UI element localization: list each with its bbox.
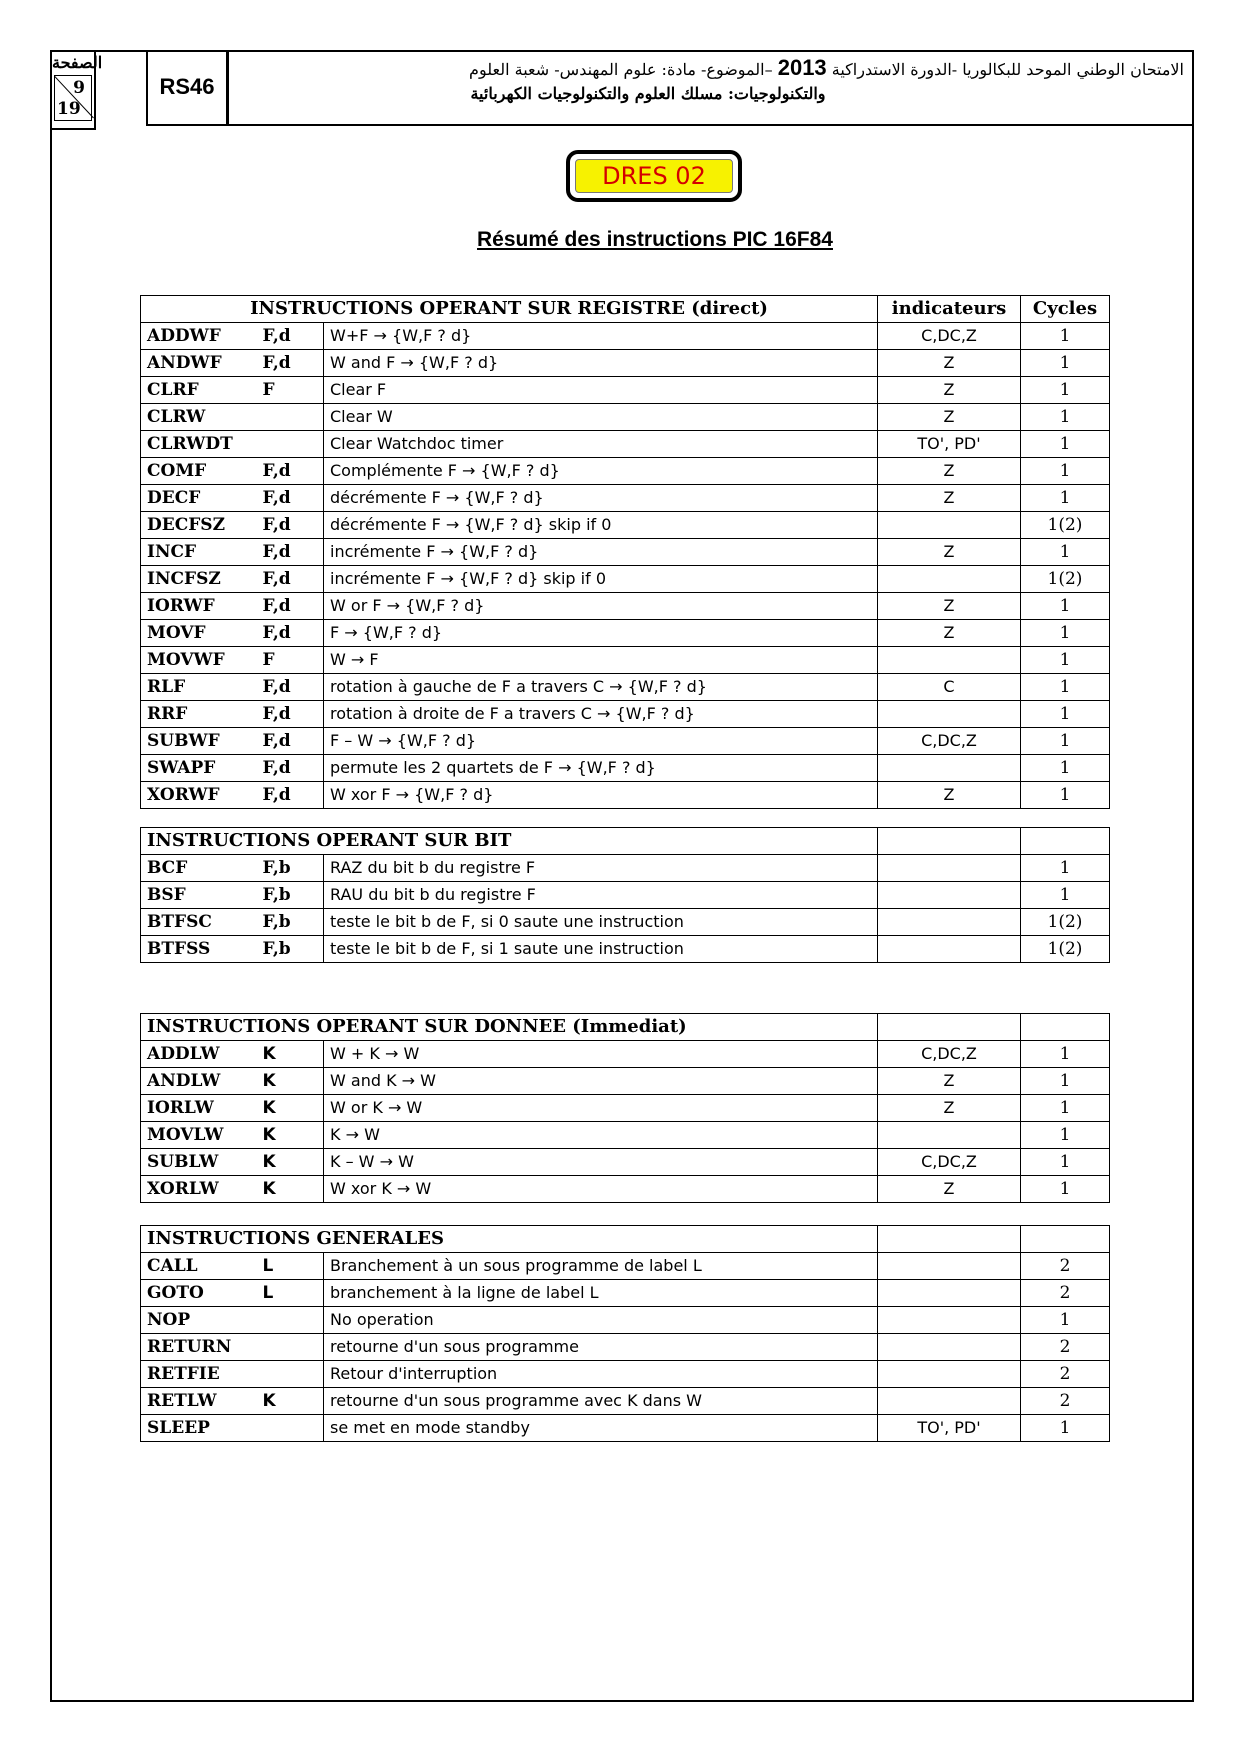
instruction-flags [878,882,1021,909]
instruction-operands: F,d [263,701,324,728]
instruction-mnemonic: INCFSZ [141,566,263,593]
instruction-mnemonic: RETLW [141,1388,263,1415]
instruction-cycles: 2 [1021,1361,1110,1388]
instruction-mnemonic: MOVWF [141,647,263,674]
table-heading: INSTRUCTIONS OPERANT SUR BIT [141,828,878,855]
table-row [141,755,1110,782]
instruction-operands: L [263,1253,324,1280]
instruction-mnemonic: MOVF [141,620,263,647]
instruction-operands: F,d [263,512,324,539]
instruction-operands: F,b [263,855,324,882]
instruction-operands: F [263,647,324,674]
instruction-description: incrémente F → {W,F ? d} [324,539,878,566]
table-row [141,1361,1110,1388]
instruction-cycles: 1 [1021,431,1110,458]
table-row [141,512,1110,539]
table-row [141,1095,1110,1122]
table-row [141,1041,1110,1068]
table-row [141,1068,1110,1095]
table-body [141,855,1110,963]
instruction-description: branchement à la ligne de label L [324,1280,878,1307]
instruction-cycles: 1(2) [1021,512,1110,539]
table-row [141,350,1110,377]
instruction-mnemonic: BTFSS [141,936,263,963]
instruction-mnemonic: BSF [141,882,263,909]
table-body [141,1253,1110,1442]
instruction-description: W or F → {W,F ? d} [324,593,878,620]
instruction-cycles: 1 [1021,855,1110,882]
table-row [141,882,1110,909]
table-row [141,1388,1110,1415]
instruction-operands: F,d [263,593,324,620]
instruction-operands: K [263,1149,324,1176]
instruction-flags [878,1334,1021,1361]
table-row [141,936,1110,963]
instruction-cycles: 1 [1021,485,1110,512]
instruction-description: W and F → {W,F ? d} [324,350,878,377]
instruction-flags [878,1253,1021,1280]
instruction-description: se met en mode standby [324,1415,878,1442]
instruction-cycles: 1(2) [1021,909,1110,936]
table-row [141,377,1110,404]
instruction-mnemonic: ADDLW [141,1041,263,1068]
instruction-flags: C,DC,Z [878,1149,1021,1176]
instruction-flags [878,701,1021,728]
instruction-operands: F [263,377,324,404]
instruction-cycles: 1 [1021,1041,1110,1068]
instruction-cycles: 1 [1021,1122,1110,1149]
page-number-box [50,50,103,130]
instruction-description: F → {W,F ? d} [324,620,878,647]
instruction-flags: C,DC,Z [878,1041,1021,1068]
instruction-cycles: 1 [1021,1176,1110,1203]
instruction-flags: C,DC,Z [878,728,1021,755]
column-flags-header: indicateurs [878,296,1021,323]
instruction-operands: F,b [263,882,324,909]
instruction-cycles: 1 [1021,782,1110,809]
page-current: 9 [73,78,85,98]
table-register-instructions [140,295,1110,809]
instruction-cycles: 1 [1021,882,1110,909]
instruction-operands: F,d [263,566,324,593]
instruction-operands [263,1361,324,1388]
instruction-flags: Z [878,593,1021,620]
instruction-description: Retour d'interruption [324,1361,878,1388]
instruction-flags: Z [878,1068,1021,1095]
instruction-description: rotation à gauche de F a travers C → {W,F ? d} [324,674,878,701]
empty-header-cell [878,828,1021,855]
table-row [141,855,1110,882]
table-header-row [141,828,1110,855]
instruction-cycles: 1 [1021,593,1110,620]
instruction-cycles: 1 [1021,323,1110,350]
instruction-cycles: 1 [1021,539,1110,566]
instruction-mnemonic: IORWF [141,593,263,620]
instruction-flags: Z [878,1095,1021,1122]
instruction-mnemonic: ADDWF [141,323,263,350]
instruction-mnemonic: RRF [141,701,263,728]
instruction-description: teste le bit b de F, si 0 saute une instruction [324,909,878,936]
instruction-operands: K [263,1068,324,1095]
page-fraction [54,75,92,121]
instruction-flags [878,1388,1021,1415]
instruction-description: incrémente F → {W,F ? d} skip if 0 [324,566,878,593]
table-row [141,593,1110,620]
instruction-description: rotation à droite de F a travers C → {W,F ? d} [324,701,878,728]
table-row [141,1149,1110,1176]
instruction-mnemonic: IORLW [141,1095,263,1122]
table-header-row [141,1014,1110,1041]
instruction-cycles: 2 [1021,1253,1110,1280]
instruction-operands: K [263,1388,324,1415]
instruction-mnemonic: RLF [141,674,263,701]
instruction-cycles: 1 [1021,1415,1110,1442]
table-general-instructions [140,1225,1110,1442]
instruction-flags [878,755,1021,782]
instruction-cycles: 1 [1021,1095,1110,1122]
instruction-mnemonic: XORWF [141,782,263,809]
empty-header-cell [878,1226,1021,1253]
instruction-cycles: 1 [1021,404,1110,431]
table-row [141,1307,1110,1334]
instruction-description: décrémente F → {W,F ? d} skip if 0 [324,512,878,539]
instruction-flags: Z [878,485,1021,512]
table-row [141,728,1110,755]
instruction-mnemonic: RETFIE [141,1361,263,1388]
instruction-mnemonic: BCF [141,855,263,882]
instruction-description: K – W → W [324,1149,878,1176]
table-row [141,1253,1110,1280]
instruction-cycles: 1 [1021,620,1110,647]
instruction-description: teste le bit b de F, si 1 saute une instruction [324,936,878,963]
table-body [141,323,1110,809]
table-row [141,782,1110,809]
instruction-flags: Z [878,539,1021,566]
instruction-flags: Z [878,620,1021,647]
table-row [141,1415,1110,1442]
instruction-description: F – W → {W,F ? d} [324,728,878,755]
instruction-cycles: 1 [1021,377,1110,404]
instruction-operands [263,1415,324,1442]
instruction-operands: F,d [263,782,324,809]
instruction-mnemonic: CLRW [141,404,263,431]
table-row [141,485,1110,512]
table-row [141,620,1110,647]
header-divider [227,50,229,126]
instruction-flags [878,855,1021,882]
instruction-mnemonic: ANDLW [141,1068,263,1095]
instruction-mnemonic: SUBWF [141,728,263,755]
header-line-2: والتكنولوجيات: مسلك العلوم والتكنولوجيات الكهربائية [470,84,826,103]
table-heading: INSTRUCTIONS OPERANT SUR DONNEE (Immediat) [141,1014,878,1041]
instruction-mnemonic: XORLW [141,1176,263,1203]
table-row [141,539,1110,566]
instruction-operands [263,431,324,458]
instruction-mnemonic: NOP [141,1307,263,1334]
instruction-operands [263,404,324,431]
instruction-description: W + K → W [324,1041,878,1068]
instruction-mnemonic: CLRF [141,377,263,404]
instruction-cycles: 1 [1021,701,1110,728]
instruction-operands: L [263,1280,324,1307]
instruction-flags: TO', PD' [878,1415,1021,1442]
instruction-description: No operation [324,1307,878,1334]
table-row [141,647,1110,674]
instruction-mnemonic: SLEEP [141,1415,263,1442]
instruction-description: retourne d'un sous programme [324,1334,878,1361]
instruction-cycles: 1 [1021,350,1110,377]
instruction-flags [878,647,1021,674]
instruction-operands: K [263,1176,324,1203]
instruction-cycles: 1 [1021,755,1110,782]
empty-header-cell [1021,1226,1110,1253]
instruction-operands: F,d [263,755,324,782]
table-header-row [141,296,1110,323]
instruction-operands: F,d [263,323,324,350]
instruction-operands: F,d [263,728,324,755]
instruction-mnemonic: SUBLW [141,1149,263,1176]
instruction-operands: K [263,1122,324,1149]
table-header-row [141,1226,1110,1253]
instruction-flags: Z [878,404,1021,431]
instruction-description: W xor K → W [324,1176,878,1203]
instruction-operands: F,d [263,620,324,647]
instruction-mnemonic: COMF [141,458,263,485]
instruction-description: Complémente F → {W,F ? d} [324,458,878,485]
instruction-operands: K [263,1041,324,1068]
instruction-operands: F,d [263,539,324,566]
page-title: Résumé des instructions PIC 16F84 [477,228,833,251]
instruction-flags: C [878,674,1021,701]
exam-header [232,56,1184,106]
document-badge [566,150,742,202]
instruction-operands: F,d [263,458,324,485]
exam-code: RS46 [146,50,228,126]
instruction-mnemonic: CLRWDT [141,431,263,458]
instruction-cycles: 1(2) [1021,936,1110,963]
instruction-flags: Z [878,782,1021,809]
instruction-cycles: 1 [1021,458,1110,485]
table-body [141,1041,1110,1203]
instruction-description: RAU du bit b du registre F [324,882,878,909]
instruction-flags: Z [878,1176,1021,1203]
instruction-description: Clear Watchdoc timer [324,431,878,458]
instruction-description: retourne d'un sous programme avec K dans W [324,1388,878,1415]
instruction-flags: Z [878,350,1021,377]
instruction-flags [878,1122,1021,1149]
instruction-flags [878,1280,1021,1307]
instruction-description: Branchement à un sous programme de label L [324,1253,878,1280]
header-line-1-a: الامتحان الوطني الموحد للبكالوريا -الدورة الاستدراكية [831,60,1184,79]
instruction-flags: TO', PD' [878,431,1021,458]
instruction-mnemonic: MOVLW [141,1122,263,1149]
instruction-description: W → F [324,647,878,674]
instruction-cycles: 1 [1021,674,1110,701]
instruction-description: W or K → W [324,1095,878,1122]
instruction-cycles: 1 [1021,1068,1110,1095]
table-row [141,458,1110,485]
instruction-cycles: 1 [1021,1149,1110,1176]
exam-year: 2013 [777,55,827,80]
instruction-operands [263,1334,324,1361]
instruction-description: W+F → {W,F ? d} [324,323,878,350]
instruction-mnemonic: CALL [141,1253,263,1280]
instruction-mnemonic: DECFSZ [141,512,263,539]
instruction-flags: C,DC,Z [878,323,1021,350]
page-total: 19 [57,99,81,119]
instruction-description: permute les 2 quartets de F → {W,F ? d} [324,755,878,782]
instruction-mnemonic: ANDWF [141,350,263,377]
instruction-operands: F,d [263,674,324,701]
instruction-cycles: 1 [1021,1307,1110,1334]
page-label: الصفحة [52,53,103,72]
instruction-flags [878,1307,1021,1334]
instruction-flags [878,512,1021,539]
table-row [141,566,1110,593]
table-row [141,674,1110,701]
table-row [141,323,1110,350]
instruction-description: Clear F [324,377,878,404]
instruction-flags [878,566,1021,593]
instruction-operands: F,b [263,909,324,936]
instruction-mnemonic: GOTO [141,1280,263,1307]
empty-header-cell [1021,828,1110,855]
instruction-cycles: 2 [1021,1388,1110,1415]
instruction-mnemonic: INCF [141,539,263,566]
table-row [141,404,1110,431]
table-immediate-instructions [140,1013,1110,1203]
instruction-flags [878,936,1021,963]
instruction-mnemonic: RETURN [141,1334,263,1361]
instruction-description: W xor F → {W,F ? d} [324,782,878,809]
instruction-operands: F,b [263,936,324,963]
table-heading: INSTRUCTIONS GENERALES [141,1226,878,1253]
instruction-operands [263,1307,324,1334]
badge-label: DRES 02 [575,159,733,193]
instruction-cycles: 1(2) [1021,566,1110,593]
table-heading: INSTRUCTIONS OPERANT SUR REGISTRE (direct) [141,296,878,323]
header-line-1-b: –الموضوع- مادة: علوم المهندس- شعبة العلوم [469,60,773,79]
header-line-1 [232,56,1184,82]
instruction-flags [878,909,1021,936]
table-row [141,431,1110,458]
instruction-operands: F,d [263,485,324,512]
instruction-mnemonic: BTFSC [141,909,263,936]
instruction-cycles: 1 [1021,728,1110,755]
instruction-cycles: 2 [1021,1334,1110,1361]
column-cycles-header: Cycles [1021,296,1110,323]
table-bit-instructions [140,827,1110,963]
table-row [141,1176,1110,1203]
table-row [141,909,1110,936]
table-row [141,1334,1110,1361]
instruction-cycles: 1 [1021,647,1110,674]
instruction-description: Clear W [324,404,878,431]
instruction-description: RAZ du bit b du registre F [324,855,878,882]
instruction-description: K → W [324,1122,878,1149]
instruction-cycles: 2 [1021,1280,1110,1307]
empty-header-cell [878,1014,1021,1041]
instruction-description: W and K → W [324,1068,878,1095]
instruction-mnemonic: DECF [141,485,263,512]
empty-header-cell [1021,1014,1110,1041]
table-row [141,1122,1110,1149]
table-row [141,701,1110,728]
instruction-flags [878,1361,1021,1388]
instruction-flags: Z [878,458,1021,485]
table-row [141,1280,1110,1307]
instruction-operands: F,d [263,350,324,377]
instruction-description: décrémente F → {W,F ? d} [324,485,878,512]
instruction-operands: K [263,1095,324,1122]
header-bottom-rule [146,124,1194,126]
instruction-mnemonic: SWAPF [141,755,263,782]
instruction-flags: Z [878,377,1021,404]
